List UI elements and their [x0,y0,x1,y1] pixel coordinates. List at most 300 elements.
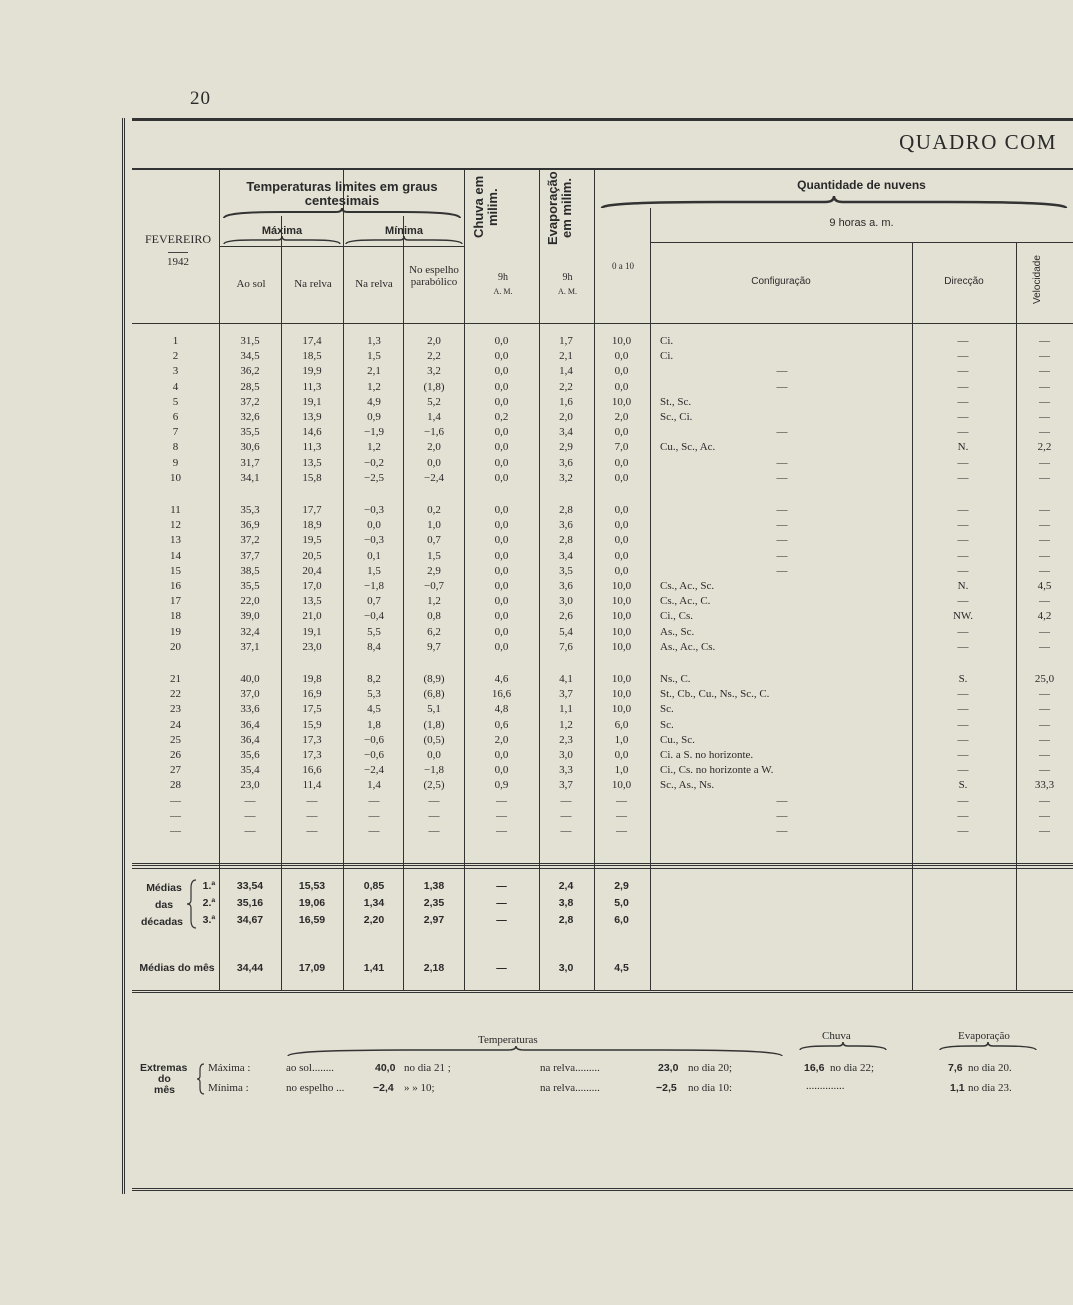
sol-cell: 36,2 [240,365,260,378]
nuvens-cell: 6,0 [614,718,629,731]
evap-cell: 2,1 [559,350,573,363]
nuvens-cell: 0,0 [614,749,629,761]
month-avg-nuv: 4,5 [614,962,629,974]
table-row [132,732,1073,748]
na-relva-max-header: Na relva [294,278,332,290]
espelho-cell: 2,0 [427,335,441,347]
relva-cell: 14,6 [302,426,322,439]
nuvens-cell: 0,0 [614,519,629,532]
velocidade-cell: — [1039,350,1050,363]
chuva-cell: 0,0 [494,426,509,439]
day-cell: 10 [170,471,181,484]
configuracao-cell: Cu., Sc. [660,733,695,746]
configuracao-cell: — [776,564,788,577]
day-cell: 20 [170,640,181,653]
day-cell: 1 [172,335,179,347]
chuva-cell: 0,0 [494,610,509,623]
velocidade-cell: — [1039,825,1050,837]
brace-icon [222,236,464,246]
velocidade-cell: — [1039,749,1050,761]
relva-cell: — [306,794,318,807]
decade-avg-min-relva: 0,85 [363,880,385,892]
configuracao-cell: — [776,794,788,807]
espelho-cell: (2,5) [423,779,445,792]
day-cell: — [170,809,181,822]
day-cell: 9 [172,456,179,469]
chuva-cell: 0,0 [494,549,509,562]
chuva-cell: 0,0 [494,764,509,777]
nuvens-cell: 0,0 [614,564,629,577]
nuvens-group-header: Quantidade de nuvens [797,178,926,192]
relva-cell: 11,3 [302,441,322,454]
chuva-cell: 0,9 [494,779,509,792]
configuracao-cell: Sc. [660,718,674,731]
evap-cell: — [560,825,572,837]
max-sol-label: ao sol........ [286,1062,334,1074]
day-cell: 7 [172,426,179,439]
configuracao-cell: Ci. [660,350,674,363]
day-cell: 28 [170,779,181,792]
chuva-cell: 0,0 [494,564,509,577]
max-relva-label: na relva......... [540,1062,600,1074]
decade-avg-sol: 33,54 [236,880,264,892]
chuva-cell: 0,0 [494,534,509,547]
min-relva-cell: 1,3 [367,335,381,347]
relva-cell: 19,9 [302,365,322,378]
direccao-cell: — [957,534,969,547]
relva-cell: 16,9 [302,688,322,701]
sol-cell: 36,4 [240,718,260,731]
month-avg-min-relva: 1,41 [363,962,385,974]
velocidade-cell: — [1039,335,1050,347]
velocidade-cell: — [1039,519,1050,532]
decade-average-row [132,895,1073,911]
day-cell: 14 [170,549,181,562]
evap-cell: 2,3 [559,733,573,746]
relva-cell: — [306,809,318,822]
espelho-cell: (1,8) [423,718,445,731]
espelho-cell: 1,2 [427,595,441,608]
day-cell: 19 [170,625,181,638]
velocidade-cell: 2,2 [1037,441,1052,454]
nuvens-cell: 0,0 [614,549,629,562]
configuracao-cell: — [776,534,788,547]
max-sol-day: no dia 21 ; [404,1062,451,1074]
relva-cell: 18,5 [302,350,322,363]
relva-cell: 13,5 [302,456,322,469]
relva-cell: 17,0 [302,580,322,592]
evap-cell: 3,7 [559,779,573,792]
sol-cell: 36,4 [240,733,260,746]
velocidade-cell: — [1039,426,1050,439]
nuvens-cell: 7,0 [614,441,629,454]
min-relva-cell: −0,3 [364,504,384,516]
direccao-cell: — [957,350,969,363]
relva-cell: 20,5 [302,549,322,562]
decade-avg-evap: 2,4 [558,880,574,892]
decade-avg-relva: 16,59 [298,914,326,926]
chuva-cell: 0,0 [494,456,509,469]
brace-icon [222,208,462,220]
espelho-cell: 2,9 [427,564,441,577]
page-number: 20 [190,88,211,109]
chuva-am: A. M. [493,287,513,296]
divider [219,246,464,247]
espelho-cell: 2,0 [427,441,441,454]
configuracao-cell: St., Cb., Cu., Ns., Sc., C. [660,688,770,701]
min-relva-cell: 1,2 [367,380,381,393]
month-avg-evap: 3,0 [558,962,574,974]
decade-avg-sol: 34,67 [236,914,264,926]
brace-icon [600,196,1070,210]
maxima-label: Máxima : [208,1062,251,1074]
min-relva-cell: −1,8 [364,580,384,592]
temperaturas-heading: Temperaturas [478,1034,538,1046]
day-cell: — [170,794,181,807]
configuracao-cell: — [776,549,788,562]
min-relva-cell: −0,3 [364,534,384,547]
espelho-cell: −1,8 [424,764,444,777]
min-relva-cell: 1,2 [367,441,381,454]
direccao-cell: — [957,456,969,469]
min-relva-cell: −2,5 [364,471,384,484]
year-label: 1942 [167,256,189,268]
decade-avg-sol: 35,16 [236,897,264,909]
table-row [132,608,1073,624]
decade-number: 2.ª [202,897,216,909]
evap-cell: 7,6 [559,640,573,653]
sol-cell: 35,5 [240,580,260,592]
day-cell: 17 [170,595,181,608]
direccao-cell: — [957,564,969,577]
evap-cell: 2,0 [559,411,573,423]
table-row [132,639,1073,655]
direccao-cell: — [957,426,969,439]
espelho-cell: 5,2 [427,395,441,408]
max-sol-value: 40,0 [375,1062,396,1074]
chuva-cell: 0,0 [494,595,509,608]
min-espelho-value: −2,4 [373,1082,394,1094]
sol-cell: 37,0 [240,688,260,701]
configuracao-cell: Ci. [660,335,674,347]
configuracao-cell: As., Sc. [660,625,695,638]
direccao-cell: S. [958,673,968,685]
espelho-cell: 6,2 [427,625,441,638]
configuracao-cell: — [776,365,788,378]
configuracao-cell: Sc., As., Ns. [660,779,715,792]
direccao-cell: — [957,335,969,347]
velocidade-cell: — [1039,718,1050,731]
nove-horas-header: 9 horas a. m. [829,217,894,229]
medias-do-mes-label: Médias do mês [139,962,215,974]
table-row [132,793,1073,809]
relva-cell: 17,3 [302,733,322,746]
velocidade-cell: 4,2 [1037,610,1052,623]
chuva-cell: 0,0 [494,640,509,653]
nuvens-cell: 0,0 [614,456,629,469]
table-row [132,439,1073,455]
velocidade-cell: — [1039,380,1050,393]
nuvens-cell: 10,0 [611,610,632,623]
maxima-header: Máxima [261,225,303,237]
evap-cell: — [560,794,572,807]
velocidade-cell: — [1039,549,1050,562]
day-cell: 23 [170,703,181,716]
decade-avg-relva: 15,53 [298,880,326,892]
table-row [132,455,1073,471]
table-row [132,593,1073,609]
table-row [132,517,1073,533]
min-relva-cell: — [368,825,380,837]
evap-min-value: 1,1 [950,1082,965,1094]
table-row [132,379,1073,395]
minima-label: Mínima : [208,1082,249,1094]
table-row [132,624,1073,640]
velocidade-cell: — [1039,504,1050,516]
direccao-cell: N. [957,580,969,592]
relva-cell: 19,1 [302,625,322,638]
direccao-cell: — [957,640,969,653]
sol-cell: — [244,809,256,822]
direccao-cell: — [957,595,969,608]
sol-cell: 34,5 [240,350,260,363]
nuvens-cell: — [616,809,627,822]
evap-min-day: no dia 23. [968,1082,1012,1094]
relva-cell: — [306,825,318,837]
brace-icon [286,1046,786,1058]
evaporacao-header: Evaporação em milim. [545,171,574,245]
sol-cell: 34,1 [240,471,260,484]
direccao-cell: — [957,365,969,378]
espelho-cell: (6,8) [423,688,445,701]
chuva-cell: 0,0 [494,365,509,378]
sol-cell: 39,0 [240,610,260,623]
espelho-cell: 1,5 [427,549,441,562]
min-relva-cell: 5,3 [367,688,381,701]
direccao-cell: — [957,749,969,761]
min-relva-cell: 8,2 [367,673,381,685]
month-avg-chuva: — [496,962,507,974]
month-label: FEVEREIRO [145,232,211,246]
sol-cell: 37,2 [240,534,260,547]
day-cell: 4 [172,380,179,393]
month-avg-sol: 34,44 [236,962,264,974]
mes-label: mês [154,1084,176,1096]
table-row [132,470,1073,486]
espelho-cell: 0,8 [427,610,441,623]
evap-cell: 2,8 [559,504,573,516]
min-relva-cell: 1,5 [367,350,381,363]
nuvens-cell: 0,0 [614,365,629,378]
espelho-cell: 9,7 [427,640,441,653]
table-row [132,548,1073,564]
velocidade-cell: — [1039,456,1050,469]
direccao-cell: — [957,504,969,516]
day-cell: 25 [170,733,181,746]
velocidade-cell: — [1039,733,1050,746]
configuracao-header: Configuração [751,276,811,287]
relva-cell: 13,9 [302,411,322,423]
configuracao-cell: Cu., Sc., Ac. [660,441,716,454]
min-espelho-day: » » 10; [404,1082,435,1094]
nuvens-cell: — [616,825,627,837]
table-row [132,717,1073,733]
relva-cell: 23,0 [302,640,322,653]
divider [132,168,1073,170]
evap-cell: 3,3 [559,764,573,777]
direccao-cell: — [957,411,969,423]
nuvens-cell: 0,0 [614,471,629,484]
month-avg-relva: 17,09 [298,962,326,974]
velocidade-cell: 4,5 [1037,580,1052,592]
espelho-cell: (8,9) [423,673,445,685]
evap-max-day: no dia 20. [968,1062,1012,1074]
evap-cell: 1,1 [559,703,573,716]
nuvens-cell: 10,0 [611,703,632,716]
minima-header: Mínima [385,225,423,237]
min-relva-cell: — [368,809,380,822]
min-relva-cell: 1,4 [367,779,381,792]
chuva-cell: 0,0 [494,504,509,516]
day-cell: 18 [170,610,181,623]
configuracao-cell: Sc. [660,703,674,716]
configuracao-cell: — [776,809,788,822]
direccao-cell: S. [958,779,968,792]
table-row [132,409,1073,425]
decadas-label: décadas [140,916,184,928]
evap-cell: 3,4 [559,549,573,562]
min-relva-label: na relva......... [540,1082,600,1094]
velocidade-cell: — [1039,688,1050,701]
velocidade-cell: — [1039,564,1050,577]
table-row [132,502,1073,518]
espelho-cell: 2,2 [427,350,441,363]
relva-cell: 17,4 [302,335,322,347]
table-row [132,348,1073,364]
evap-cell: 1,7 [559,335,573,347]
direccao-header: Direcção [944,276,984,287]
espelho-cell: — [428,809,440,822]
min-relva-cell: 4,9 [367,395,381,408]
configuracao-cell: Ci., Cs. no horizonte a W. [660,764,774,777]
day-cell: 27 [170,764,181,777]
nuvens-cell: 1,0 [614,733,629,746]
sol-cell: — [244,825,256,837]
decade-avg-min-relva: 2,20 [363,914,385,926]
table-row [132,823,1073,839]
configuracao-cell: Ci., Cs. [660,610,694,623]
direccao-cell: NW. [952,610,974,623]
nuvens-cell: 10,0 [611,640,632,653]
evap-max-value: 7,6 [948,1062,963,1074]
espelho-cell: 3,2 [427,365,441,378]
configuracao-cell: Ci. a S. no horizonte. [660,749,754,761]
evap-cell: 3,0 [559,749,573,761]
espelho-cell: 1,4 [427,411,441,423]
nuvens-cell: 1,0 [614,764,629,777]
medias-label: Médias [146,882,182,894]
header-rule [168,252,188,253]
relva-cell: 20,4 [302,564,322,577]
day-cell: 6 [172,411,179,423]
day-cell: 16 [170,580,181,592]
evap-cell: 1,6 [559,395,573,408]
max-relva-day: no dia 20; [688,1062,732,1074]
evap-cell: 3,2 [559,471,573,484]
configuracao-cell: Cs., Ac., Sc. [660,580,715,592]
evap-cell: 1,2 [559,718,573,731]
do-label: do [158,1073,171,1085]
min-relva-cell: 0,0 [367,519,381,532]
das-label: das [154,899,174,911]
direccao-cell: — [957,395,969,408]
espelho-cell: — [428,794,440,807]
chuva-cell: 0,0 [494,471,509,484]
direccao-cell: — [957,549,969,562]
day-cell: 12 [170,519,181,532]
table-row [132,747,1073,763]
day-cell: 13 [170,534,181,547]
configuracao-cell: Cs., Ac., C. [660,595,711,608]
espelho-cell: 0,0 [427,749,441,761]
decade-avg-evap: 3,8 [558,897,574,909]
velocidade-cell: — [1039,809,1050,822]
decade-average-row [132,878,1073,894]
nuvens-cell: 0,0 [614,504,629,516]
direccao-cell: — [957,794,969,807]
velocidade-cell: — [1039,471,1050,484]
relva-cell: 21,0 [302,610,322,623]
chuva-cell: 0,0 [494,625,509,638]
evap-cell: 3,0 [559,595,573,608]
relva-cell: 19,8 [302,673,322,685]
decade-avg-espelho: 2,97 [423,914,445,926]
relva-cell: 19,5 [302,534,322,547]
divider [132,990,1073,993]
page-title: QUADRO COM [899,130,1057,154]
velocidade-cell: — [1039,595,1050,608]
nuvens-cell: 10,0 [611,673,632,685]
brace-icon [798,1042,888,1052]
no-espelho-header: No espelho parabólico [409,264,459,288]
day-cell: 21 [170,673,181,685]
decade-avg-chuva: — [496,880,507,892]
sol-cell: 40,0 [240,673,260,685]
direccao-cell: N. [957,441,969,454]
espelho-cell: 0,7 [427,534,441,547]
min-relva-cell: 8,4 [367,640,381,653]
day-cell: 2 [172,350,179,363]
nuvens-cell: 0,0 [614,534,629,547]
brace-icon [938,1042,1038,1052]
espelho-cell: — [428,825,440,837]
divider [132,863,1073,866]
sol-cell: 28,5 [240,380,260,393]
chuva-cell: 4,8 [494,703,509,716]
min-relva-cell: −0,4 [364,610,384,623]
evap-cell: — [560,809,572,822]
month-average-row [132,960,1073,976]
chuva-min-value: .............. [806,1080,845,1092]
evap-cell: 2,6 [559,610,573,623]
sol-cell: 30,6 [240,441,260,454]
sol-cell: 22,0 [240,595,260,608]
decade-avg-espelho: 2,35 [423,897,445,909]
chuva-header: Chuva em milim. [471,175,500,239]
espelho-cell: −0,7 [424,580,444,592]
decade-avg-evap: 2,8 [558,914,574,926]
chuva-cell: — [496,809,507,822]
